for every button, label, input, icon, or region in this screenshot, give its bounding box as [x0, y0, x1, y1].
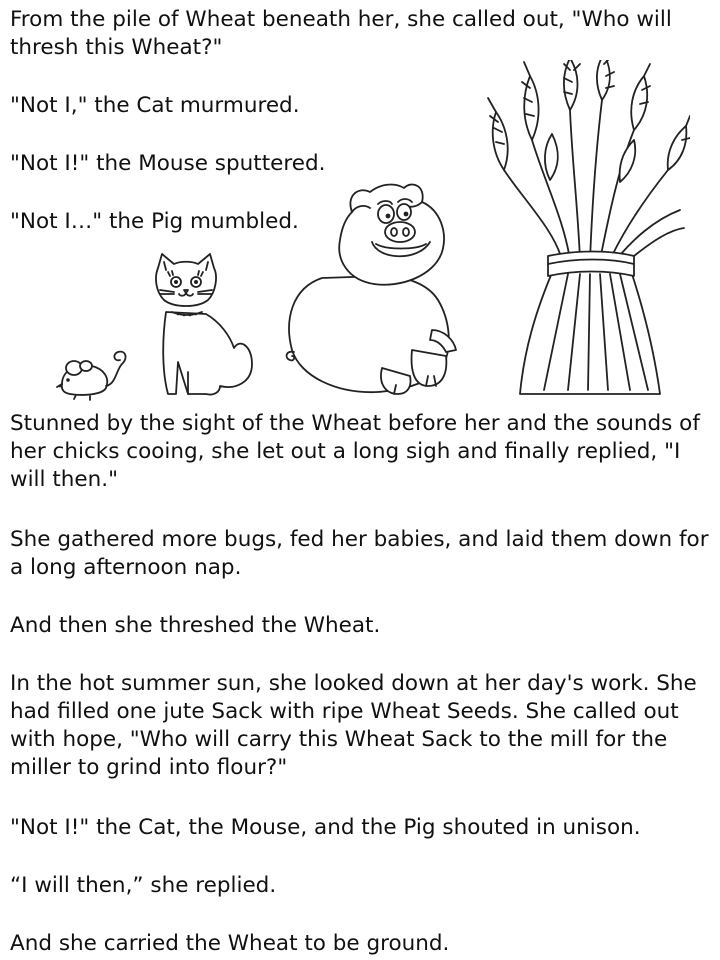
paragraph-intro: From the pile of Wheat beneath her, she called out, "Who will thresh this Wheat?" — [10, 7, 672, 60]
paragraph-will-then: “I will then,” she replied. — [10, 873, 277, 898]
paragraph-stunned: Stunned by the sight of the Wheat before her and the sounds of her chicks cooing, she let out a long sigh and finally replied, "I will then." — [10, 411, 700, 492]
wheat-sheaf-illustration — [484, 60, 690, 402]
paragraph-unison: "Not I!" the Cat, the Mouse, and the Pig shouted in unison. — [10, 815, 641, 840]
mouse-illustration — [52, 340, 132, 402]
pig-illustration — [282, 180, 472, 402]
paragraph-cat-reply: "Not I," the Cat murmured. — [10, 93, 300, 118]
cat-illustration — [148, 252, 258, 404]
paragraph-gathered: She gathered more bugs, fed her babies, and laid them down for a long afternoon nap. — [10, 527, 709, 580]
paragraph-carried: And she carried the Wheat to be ground. — [10, 931, 450, 956]
paragraph-pig-reply: "Not I…" the Pig mumbled. — [10, 209, 299, 234]
paragraph-mouse-reply: "Not I!" the Mouse sputtered. — [10, 151, 326, 176]
paragraph-threshed: And then she threshed the Wheat. — [10, 613, 381, 638]
wheat-heads — [488, 60, 690, 182]
paragraph-summer: In the hot summer sun, she looked down at her day's work. She had filled one jute Sack with ripe Wheat Seeds. She called out with hope, "Who will carry this Wheat Sack to the mill for the miller to grind into flour?" — [10, 671, 697, 780]
